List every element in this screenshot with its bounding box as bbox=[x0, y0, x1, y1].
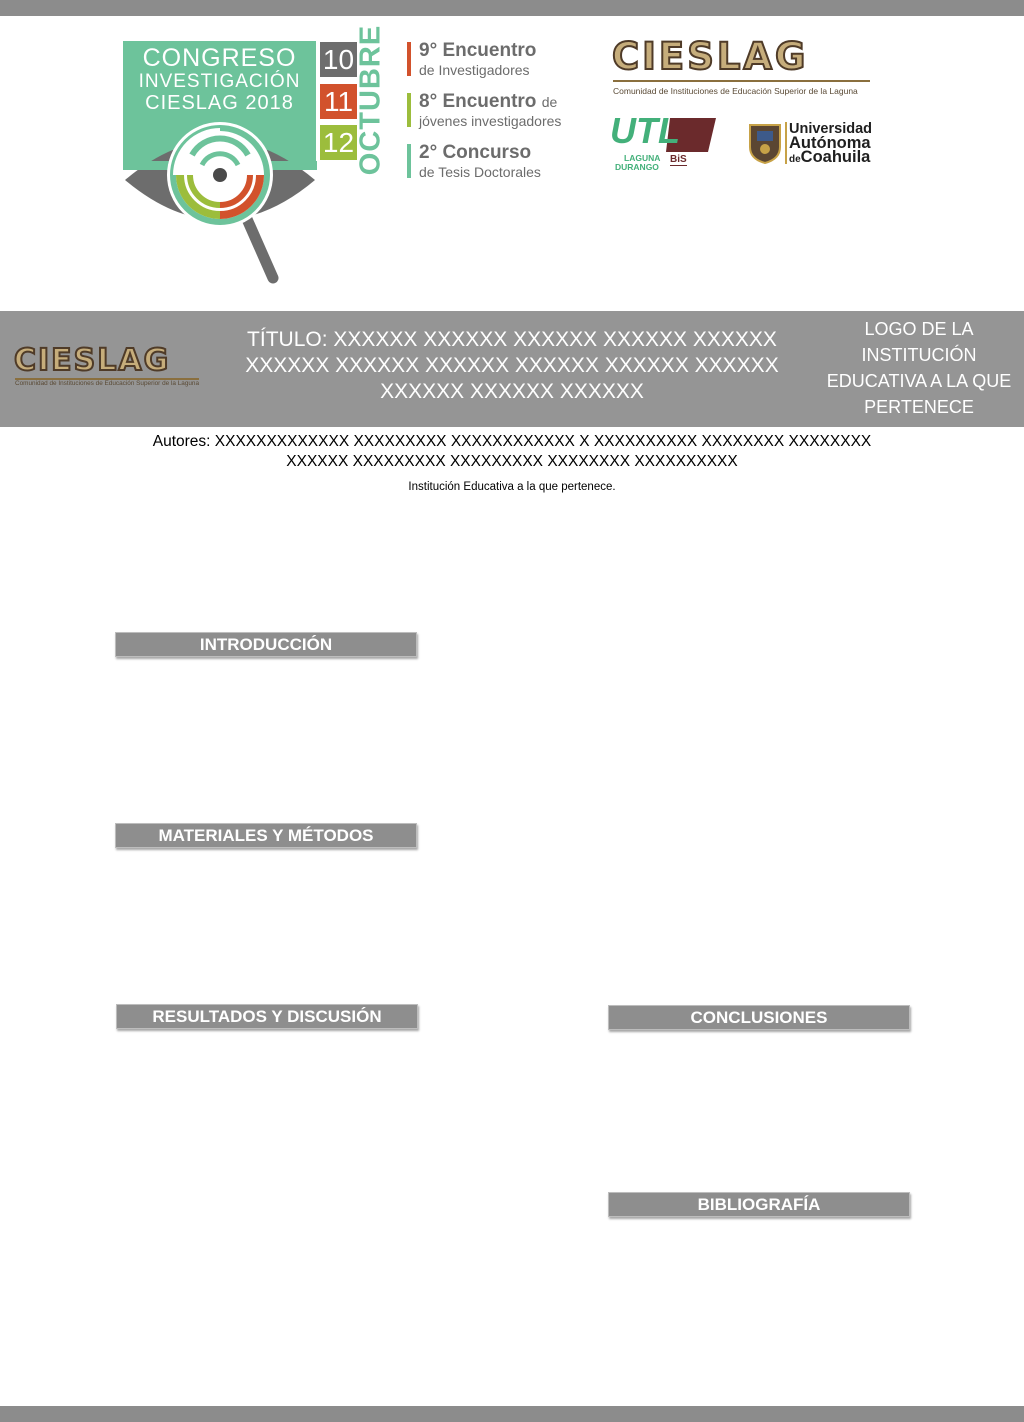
utl-logo-badge: BiS bbox=[670, 154, 687, 165]
uac-line3-prefix: de bbox=[789, 154, 801, 165]
band-cieslag-word: CIESLAG bbox=[14, 343, 171, 378]
event-1-bar bbox=[407, 42, 411, 76]
section-introduccion: INTRODUCCIÓN bbox=[115, 632, 417, 657]
event-2-title-main: 8° Encuentro bbox=[419, 91, 537, 112]
event-3-title: 2° Concurso bbox=[419, 142, 532, 163]
uac-line1: Universidad bbox=[789, 121, 872, 137]
congreso-line3: CIESLAG 2018 bbox=[145, 92, 294, 114]
event-1-title: 9° Encuentro bbox=[419, 40, 537, 61]
congreso-line2: INVESTIGACIÓN bbox=[138, 71, 301, 92]
month-label: OCTUBRE bbox=[354, 24, 387, 176]
authors: Autores: XXXXXXXXXXXXX XXXXXXXXX XXXXXXXXXXXX X XXXXXXXXXX XXXXXXXX XXXXXXXX XXXXXX XXXXXXXXX XXXXXXXXX XXXXXXXX XXXXXXXXXX bbox=[152, 433, 872, 470]
day-11: 11 bbox=[320, 84, 357, 119]
utl-logo-sub bbox=[615, 153, 661, 172]
congreso-line1: CONGRESO bbox=[142, 44, 297, 72]
utl-logo-sub2: DURANGO bbox=[615, 162, 659, 172]
event-2-bar bbox=[407, 93, 411, 127]
section-bibliografia: BIBLIOGRAFÍA bbox=[608, 1192, 910, 1217]
event-3-bar bbox=[407, 144, 411, 178]
cieslag-logo-subtitle: Comunidad de Instituciones de Educación Superior de la Laguna bbox=[613, 86, 858, 96]
section-resultados-discusion: RESULTADOS Y DISCUSIÓN bbox=[116, 1004, 418, 1029]
eye-magnifier-icon bbox=[120, 110, 320, 290]
event-2-subtitle: jóvenes investigadores bbox=[419, 113, 562, 129]
bottom-bar bbox=[0, 1406, 1024, 1422]
cieslag-logo-rule bbox=[613, 80, 870, 82]
uac-line2: Autónoma bbox=[789, 134, 871, 152]
event-1-subtitle: de Investigadores bbox=[419, 62, 530, 78]
band-cieslag-subtitle: Comunidad de Instituciones de Educación Superior de la Laguna bbox=[15, 380, 200, 387]
top-bar bbox=[0, 0, 1024, 16]
uac-divider bbox=[785, 122, 787, 164]
day-10: 10 bbox=[320, 42, 357, 77]
event-2-title bbox=[419, 91, 557, 113]
uac-shield-icon bbox=[748, 121, 782, 165]
event-2-title-suffix: de bbox=[541, 94, 558, 110]
institution-logo-placeholder: LOGO DE LA INSTITUCIÓN EDUCATIVA A LA QUE PERTENECE bbox=[826, 319, 1012, 417]
utl-logo-mark: UTL bbox=[610, 110, 680, 151]
event-3-subtitle: de Tesis Doctorales bbox=[419, 164, 541, 180]
section-materiales-metodos: MATERIALES Y MÉTODOS bbox=[115, 823, 417, 848]
day-12: 12 bbox=[320, 125, 357, 160]
utl-logo-sub1: LAGUNA bbox=[624, 153, 661, 163]
institution: Institución Educativa a la que pertenece. bbox=[408, 481, 616, 493]
section-conclusiones: CONCLUSIONES bbox=[608, 1005, 910, 1030]
uac-line3 bbox=[789, 149, 870, 166]
cieslag-logo-word: CIESLAG bbox=[612, 35, 809, 78]
poster-title: TÍTULO: XXXXXX XXXXXX XXXXXX XXXXXX XXXXXX XXXXXX XXXXXX XXXXXX XXXXXX XXXXXX XXXXXX XXXXXX XXXXXX XXXXXX bbox=[245, 328, 779, 403]
uac-line3-main: Coahuila bbox=[800, 148, 871, 166]
